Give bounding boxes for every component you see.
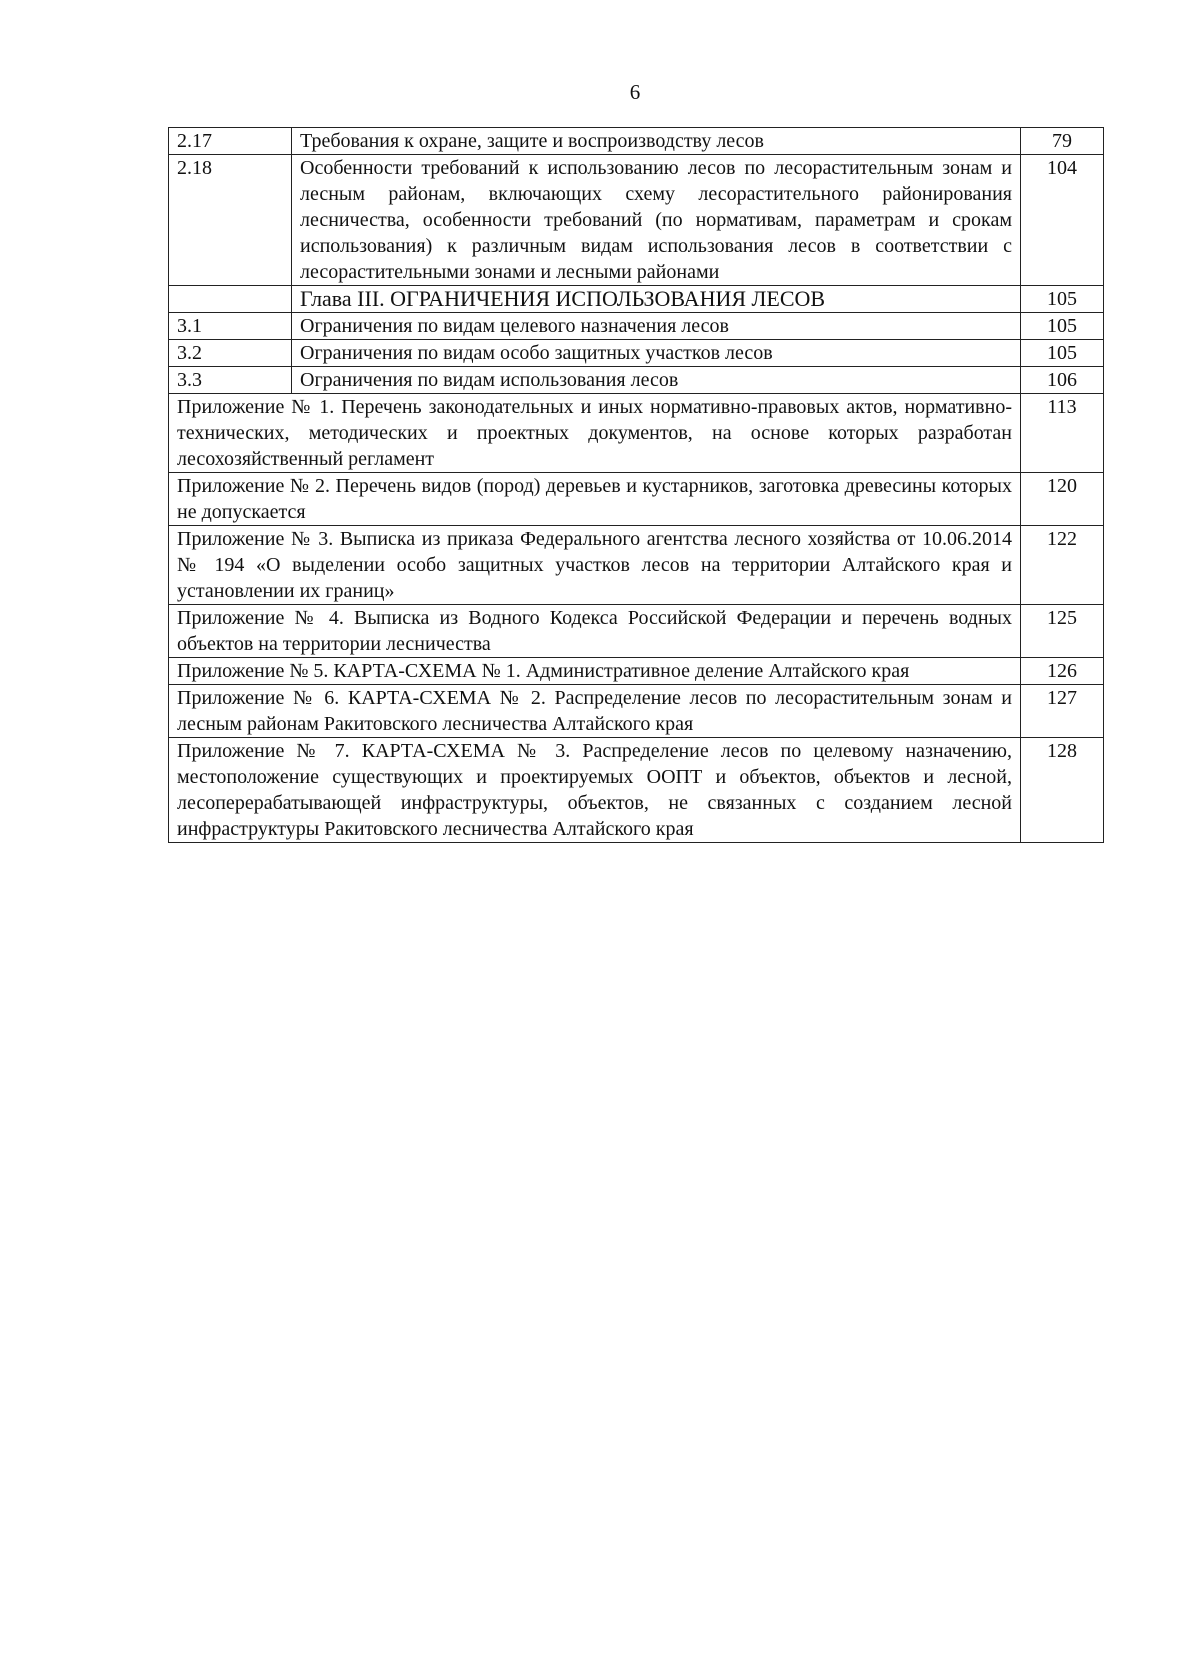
appendix-title: Приложение № 6. КАРТА-СХЕМА № 2. Распределение лесов по лесорастительным зонам и лесным районам Ракитовского лесничества Алтайского края	[169, 685, 1021, 738]
table-row	[169, 658, 1104, 685]
page-ref: 105	[1021, 286, 1104, 313]
table-row	[169, 128, 1104, 155]
page-ref: 126	[1021, 658, 1104, 685]
page-ref: 105	[1021, 340, 1104, 367]
appendix-title: Приложение № 5. КАРТА-СХЕМА № 1. Административное деление Алтайского края	[169, 658, 1021, 685]
page-ref: 105	[1021, 313, 1104, 340]
section-number: 3.2	[169, 340, 292, 367]
table-row	[169, 286, 1104, 313]
page-number: 6	[629, 80, 641, 104]
table-row	[169, 685, 1104, 738]
chapter-title: Глава III. ОГРАНИЧЕНИЯ ИСПОЛЬЗОВАНИЯ ЛЕСОВ	[292, 286, 1021, 313]
page-ref: 79	[1021, 128, 1104, 155]
table-row	[169, 605, 1104, 658]
section-title: Ограничения по видам использования лесов	[292, 367, 1021, 394]
table-row	[169, 526, 1104, 605]
section-title: Особенности требований к использованию лесов по лесорастительным зонам и лесным районам, включающих схему лесорастительного районирования лесничества, особенности требований (по нормативам, параметрам и срокам использования) к различным видам использования лесов в соответствии с лесорастительными зонами и лесными районами	[292, 155, 1021, 286]
table-row	[169, 473, 1104, 526]
page-ref: 125	[1021, 605, 1104, 658]
table-row	[169, 155, 1104, 286]
section-title: Ограничения по видам целевого назначения лесов	[292, 313, 1021, 340]
page-ref: 106	[1021, 367, 1104, 394]
page-ref: 104	[1021, 155, 1104, 286]
appendix-title: Приложение № 1. Перечень законодательных и иных нормативно-правовых актов, нормативно-технических, методических и проектных документов, на основе которых разработан лесохозяйственный регламент	[169, 394, 1021, 473]
section-number: 2.17	[169, 128, 292, 155]
page-ref: 120	[1021, 473, 1104, 526]
section-number	[169, 286, 292, 313]
table-row	[169, 394, 1104, 473]
section-number: 3.1	[169, 313, 292, 340]
table-row	[169, 367, 1104, 394]
section-title: Ограничения по видам особо защитных участков лесов	[292, 340, 1021, 367]
section-number: 3.3	[169, 367, 292, 394]
appendix-title: Приложение № 3. Выписка из приказа Федерального агентства лесного хозяйства от 10.06.2014 № 194 «О выделении особо защитных участков лесов на территории Алтайского края и установлении их границ»	[169, 526, 1021, 605]
page-ref: 113	[1021, 394, 1104, 473]
section-number: 2.18	[169, 155, 292, 286]
page-ref: 122	[1021, 526, 1104, 605]
section-title: Требования к охране, защите и воспроизводству лесов	[292, 128, 1021, 155]
appendix-title: Приложение № 2. Перечень видов (пород) деревьев и кустарников, заготовка древесины которых не допускается	[169, 473, 1021, 526]
table-row	[169, 313, 1104, 340]
appendix-title: Приложение № 7. КАРТА-СХЕМА № 3. Распределение лесов по целевому назначению, местоположение существующих и проектируемых ООПТ и объектов, объектов и лесной, лесоперерабатывающей инфраструктуры, объектов, не связанных с созданием лесной инфраструктуры Ракитовского лесничества Алтайского края	[169, 738, 1021, 843]
page-ref: 127	[1021, 685, 1104, 738]
table-row	[169, 340, 1104, 367]
table-row	[169, 738, 1104, 843]
appendix-title: Приложение № 4. Выписка из Водного Кодекса Российской Федерации и перечень водных объектов на территории лесничества	[169, 605, 1021, 658]
table-of-contents	[168, 127, 1104, 843]
page-ref: 128	[1021, 738, 1104, 843]
